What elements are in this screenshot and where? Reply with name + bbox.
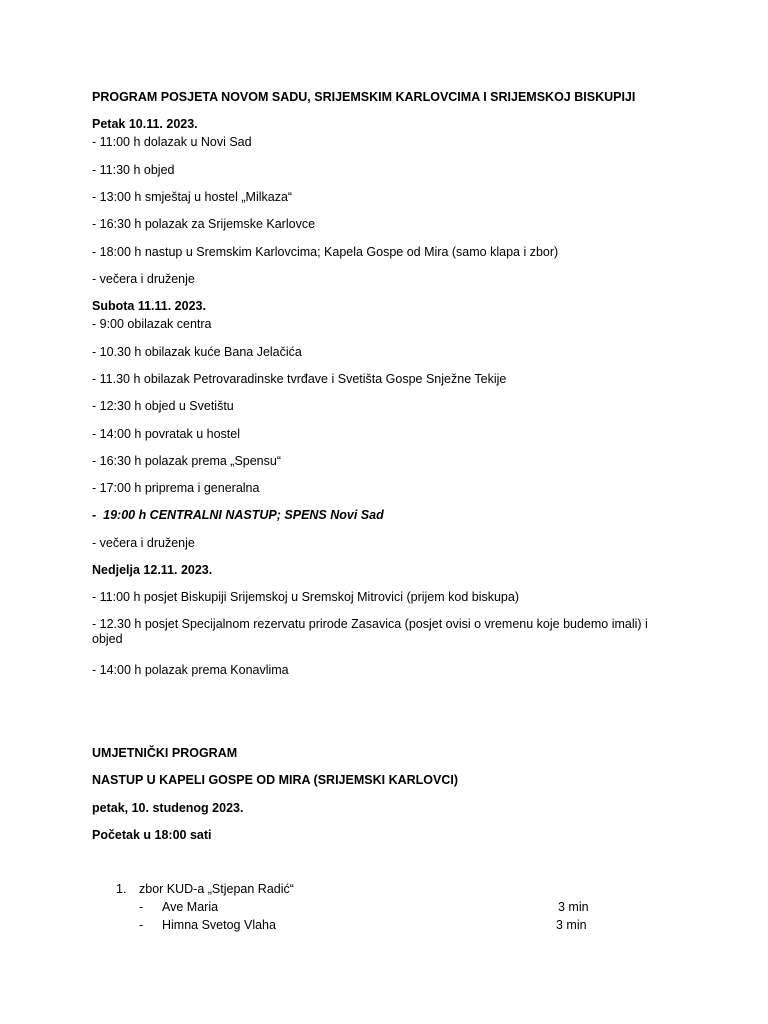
- schedule-item: - 13:00 h smještaj u hostel „Milkaza“: [92, 190, 293, 204]
- performer-name: zbor KUD-a „Stjepan Radić“: [139, 882, 294, 896]
- start-time: Početak u 18:00 sati: [92, 828, 212, 842]
- schedule-item: - 10.30 h obilazak kuće Bana Jelačića: [92, 345, 302, 359]
- highlight-dash: -: [92, 508, 97, 522]
- list-dash: -: [139, 900, 144, 914]
- schedule-item: - 11:00 h posjet Biskupiji Srijemskoj u Sremskoj Mitrovici (prijem kod biskupa): [92, 590, 519, 604]
- song-title: Ave Maria: [162, 900, 219, 914]
- schedule-item: - 16:30 h polazak za Srijemske Karlovce: [92, 217, 316, 231]
- schedule-item: - 12.30 h posjet Specijalnom rezervatu prirode Zasavica (posjet ovisi o vremenu koje budemo imali) i objed: [92, 617, 648, 646]
- section-heading-art: UMJETNIČKI PROGRAM: [92, 746, 238, 760]
- day-heading-saturday: Subota 11.11. 2023.: [92, 299, 206, 313]
- performance-date: petak, 10. studenog 2023.: [92, 801, 244, 815]
- schedule-item: - večera i druženje: [92, 536, 195, 550]
- song-duration: 3 min: [556, 918, 587, 932]
- list-dash: -: [139, 918, 144, 932]
- schedule-item-highlight: [92, 508, 384, 523]
- schedule-item: - 11.30 h obilazak Petrovaradinske tvrđave i Svetišta Gospe Snježne Tekije: [92, 372, 507, 386]
- schedule-item: - 9:00 obilazak centra: [92, 317, 212, 331]
- list-number: 1.: [116, 882, 127, 896]
- schedule-item: - 12:30 h objed u Svetištu: [92, 399, 234, 413]
- document-title: PROGRAM POSJETA NOVOM SADU, SRIJEMSKIM KARLOVCIMA I SRIJEMSKOJ BISKUPIJI: [92, 90, 636, 104]
- schedule-item: - 11:30 h objed: [92, 163, 175, 177]
- central-performance: 19:00 h CENTRALNI NASTUP; SPENS Novi Sad: [103, 508, 384, 522]
- song-title: Himna Svetog Vlaha: [162, 918, 276, 932]
- schedule-item: - 17:00 h priprema i generalna: [92, 481, 260, 495]
- schedule-item: - 18:00 h nastup u Sremskim Karlovcima; Kapela Gospe od Mira (samo klapa i zbor): [92, 245, 559, 259]
- schedule-item: - 14:00 h polazak prema Konavlima: [92, 663, 289, 677]
- song-duration: 3 min: [558, 900, 589, 914]
- schedule-item: - 11:00 h dolazak u Novi Sad: [92, 135, 252, 149]
- schedule-item: - večera i druženje: [92, 272, 195, 286]
- schedule-item: - 14:00 h povratak u hostel: [92, 427, 241, 441]
- venue-heading: NASTUP U KAPELI GOSPE OD MIRA (SRIJEMSKI KARLOVCI): [92, 773, 459, 787]
- schedule-item: - 16:30 h polazak prema „Spensu“: [92, 454, 281, 468]
- day-heading-sunday: Nedjelja 12.11. 2023.: [92, 563, 213, 577]
- day-heading-friday: Petak 10.11. 2023.: [92, 117, 198, 131]
